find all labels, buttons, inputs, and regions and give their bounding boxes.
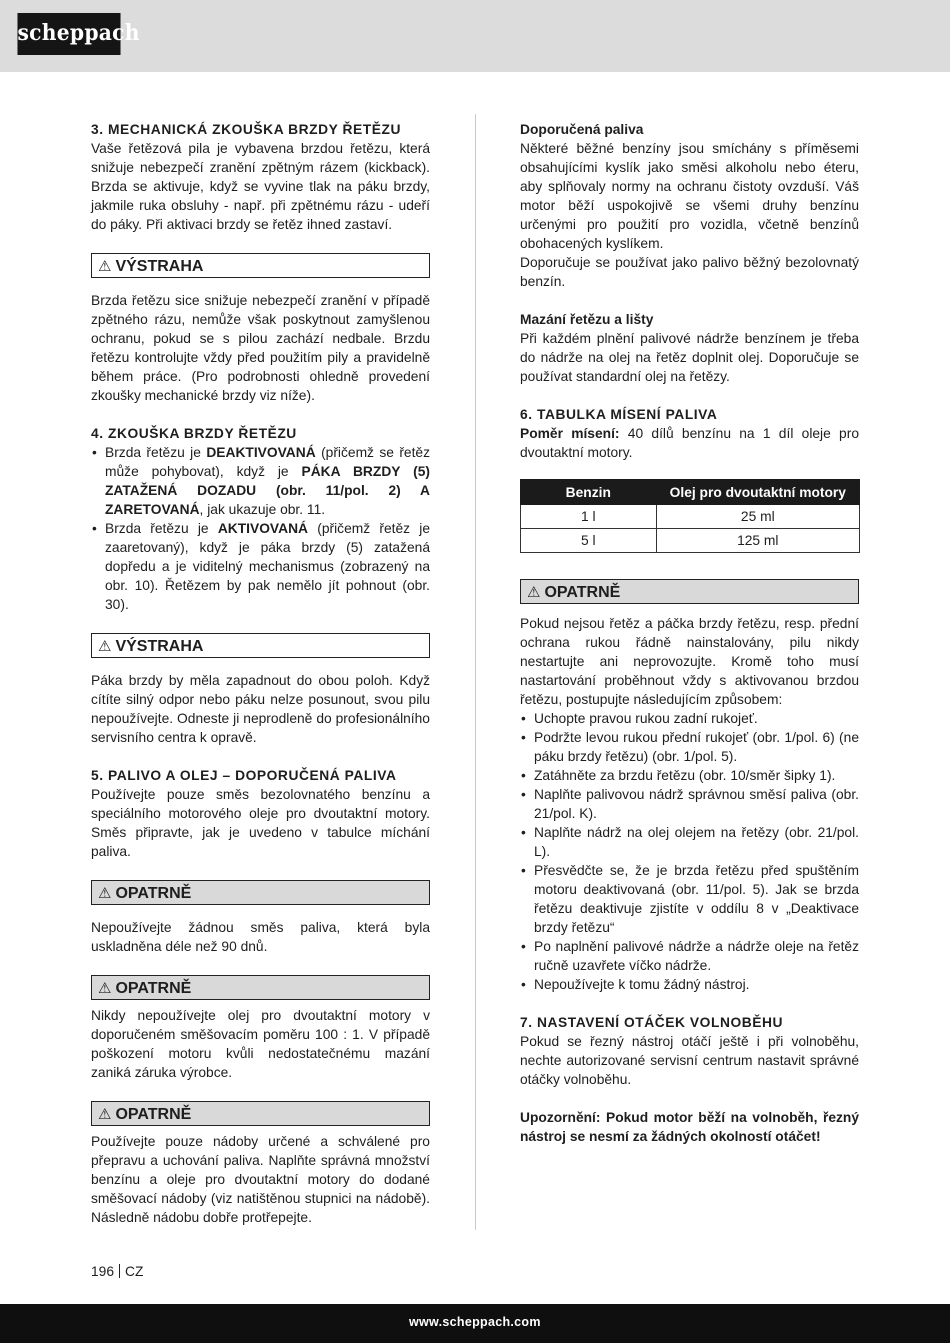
fuel-text: Některé běžné benzíny jsou smíchány s příměsemi obsahujícími kyslík jako směsi alkoholu nebo éteru, aby splňovaly normy na ochranu čistoty ovzduší. Váš motor běží uspokojivě se všemi druhy benzínu určenými pro použití pro vozidla, včetně benzínů obohacených kyslíkem.	[520, 141, 859, 251]
table-cell: 5 l	[521, 529, 657, 553]
list-item: • Brzda řetězu je AKTIVOVANÁ (přičemž řetěz je zaaretovaný), když je páka brzdy (5) zatažená dopředu a je viditelný mechanismus (zobrazený na obr. 10). Řetězem by pak nemělo jít pohnout (obr. 30).	[91, 519, 430, 614]
caution-box-3	[91, 1101, 430, 1126]
list-item: • Přesvědčte se, že je brzda řetězu před spuštěním motoru deaktivovaná (obr. 11/pol. 5). Jak se brzda řetězu deaktivuje zjistíte v oddílu 8 v „Deaktivace brzdy řetězu“	[520, 861, 859, 937]
section-4-title: 4. ZKOUŠKA BRZDY ŘETĚZU	[91, 426, 297, 441]
table-header: Olej pro dvoutaktní motory	[656, 480, 859, 505]
warning-icon: ⚠	[527, 584, 541, 601]
caution-box-1	[91, 880, 430, 905]
table-row	[521, 529, 860, 553]
list-item: • Naplňte nádrž na olej olejem na řetězy (obr. 21/pol. L).	[520, 823, 859, 861]
list-item: • Podržte levou rukou přední rukojeť (obr. 1/pol. 6) (ne páku brzdy řetězu) (obr. 1/pol. 5).	[520, 728, 859, 766]
table-header: Benzin	[521, 480, 657, 505]
warning-label: VÝSTRAHA	[115, 258, 204, 275]
section-5-text: Používejte pouze směs bezolovnatého benzínu a speciálního motorového oleje pro dvoutaktní motory. Směs připravte, jak je uvedeno v tabulce míchání paliva.	[91, 787, 430, 859]
table-cell: 1 l	[521, 505, 657, 529]
right-column	[520, 120, 859, 1146]
list-item: • Brzda řetězu je DEAKTIVOVANÁ (přičemž se řetěz může pohybovat), když je PÁKA BRZDY (5) ZATAŽENÁ DOZADU (obr. 11/pol. 2) A ZARETOVANÁ, jak ukazuje obr. 11.	[91, 443, 430, 519]
warning-icon: ⚠	[98, 258, 112, 275]
warning-icon: ⚠	[98, 1106, 112, 1123]
table-row	[521, 505, 860, 529]
column-divider	[475, 114, 476, 1230]
page-number-value: 196	[91, 1264, 115, 1279]
list-item: • Nepoužívejte k tomu žádný nástroj.	[520, 975, 859, 994]
warning-2-text: Páka brzdy by měla zapadnout do obou poloh. Když cítíte silný odpor nebo páku nelze posunout, svou pilu nepoužívejte. Odneste ji neprodleně do profesionálního servisního centra k opravě.	[91, 673, 430, 745]
warning-icon: ⚠	[98, 885, 112, 902]
section-3-text: Vaše řetězová pila je vybavena brzdou řetězu, která snižuje nebezpečí zranění zpětným rázem (kickback). Brzda se aktivuje, když se vyvine tlak na páku brzdy, jakmile ruka obsluhy - např. při zpětnému rázu - udeří do páky. Při aktivaci brzdy se řetěz ihned zastaví.	[91, 141, 430, 232]
caution-box-2	[91, 975, 430, 1000]
section-6-title: 6. TABULKA MÍSENÍ PALIVA	[520, 407, 718, 422]
page-number	[91, 1264, 143, 1279]
footer-bar	[0, 1304, 950, 1343]
table-cell: 125 ml	[656, 529, 859, 553]
lube-text: Při každém plnění palivové nádrže benzínem je třeba do nádrže na olej na řetěz doplnit olej. Doporučuje se používat standardní olej na řetězy.	[520, 331, 859, 384]
left-column	[91, 120, 430, 1227]
caution-1-text: Nepoužívejte žádnou směs paliva, která byla uskladněna déle než 90 dnů.	[91, 920, 430, 954]
section-4-list	[91, 443, 430, 614]
section-3-title: 3. MECHANICKÁ ZKOUŠKA BRZDY ŘETĚZU	[91, 122, 401, 137]
list-item: • Uchopte pravou rukou zadní rukojeť.	[520, 709, 859, 728]
list-item: • Naplňte palivovou nádrž správnou směsí paliva (obr. 21/pol. K).	[520, 785, 859, 823]
caution-label: OPATRNĚ	[115, 980, 192, 997]
header-bar	[0, 0, 950, 72]
caution-label: OPATRNĚ	[544, 584, 621, 601]
table-cell: 25 ml	[656, 505, 859, 529]
caution-4-text: Pokud nejsou řetěz a páčka brzdy řetězu, resp. přední ochrana rukou řádně nainstalovány, pilu nikdy nestartujte ani neprovozujte. Kromě toho musí nastartování proběhnout vždy s aktivovanou brzdou řetězu, postupujte následujícím způsobem:	[520, 616, 859, 707]
idle-notice: Upozornění: Pokud motor běží na volnoběh, řezný nástroj se nesmí za žádných okolností otáčet!	[520, 1110, 859, 1144]
caution-label: OPATRNĚ	[115, 885, 192, 902]
lube-subtitle: Mazání řetězu a lišty	[520, 312, 654, 327]
section-6-text: Poměr mísení: 40 dílů benzínu na 1 díl oleje pro dvoutaktní motory.	[520, 426, 859, 460]
fuel-subtitle: Doporučená paliva	[520, 122, 644, 137]
section-7-title: 7. NASTAVENÍ OTÁČEK VOLNOBĚHU	[520, 1015, 784, 1030]
footer-url[interactable]: www.scheppach.com	[409, 1315, 541, 1329]
caution-3-text: Používejte pouze nádoby určené a schválené pro přepravu a uchování paliva. Naplňte správná množství benzínu a oleje pro dvoutaktní motory do dodané směšovací nádoby (viz natištěnou stupnici na nádobě). Následně nádobu dobře protřepejte.	[91, 1134, 430, 1225]
scheppach-logo: scheppach	[17, 13, 120, 55]
warning-icon: ⚠	[98, 980, 112, 997]
warning-label: VÝSTRAHA	[115, 638, 204, 655]
warning-box-1	[91, 253, 430, 278]
warning-box-2	[91, 633, 430, 658]
list-item: • Po naplnění palivové nádrže a nádrže oleje na řetěz ručně uzavřete víčko nádrže.	[520, 937, 859, 975]
start-steps-list	[520, 709, 859, 994]
caution-label: OPATRNĚ	[115, 1106, 192, 1123]
warning-icon: ⚠	[98, 638, 112, 655]
caution-2-text: Nikdy nepoužívejte olej pro dvoutaktní motory v doporučeném směšovacím poměru 100 : 1. V případě poškození motoru kvůli nedostatečnému mazání zaniká záruka výrobce.	[91, 1008, 430, 1080]
list-item: • Zatáhněte za brzdu řetězu (obr. 10/směr šipky 1).	[520, 766, 859, 785]
section-7-text: Pokud se řezný nástroj otáčí ještě i při volnoběhu, nechte autorizované servisní centrum nastavit správné otáčky volnoběhu.	[520, 1034, 859, 1087]
caution-box-4	[520, 579, 859, 604]
section-5-title: 5. PALIVO A OLEJ – DOPORUČENÁ PALIVA	[91, 768, 397, 783]
language-code: CZ	[125, 1264, 144, 1279]
page-separator	[119, 1264, 120, 1278]
warning-1-text: Brzda řetězu sice snižuje nebezpečí zranění v případě zpětného rázu, nemůže však poskytnout zamyšlenou ochranu, pokud se s pilou zachází nedbale. Brzdu řetězu kontrolujte vždy před použitím pily a pravidelně během práce. (Pro podrobnosti ohledně provedení zkoušky mechanické brzdy viz níže).	[91, 293, 430, 403]
fuel-mix-table	[520, 479, 860, 553]
fuel-text-2: Doporučuje se používat jako palivo běžný bezolovnatý benzín.	[520, 255, 859, 289]
